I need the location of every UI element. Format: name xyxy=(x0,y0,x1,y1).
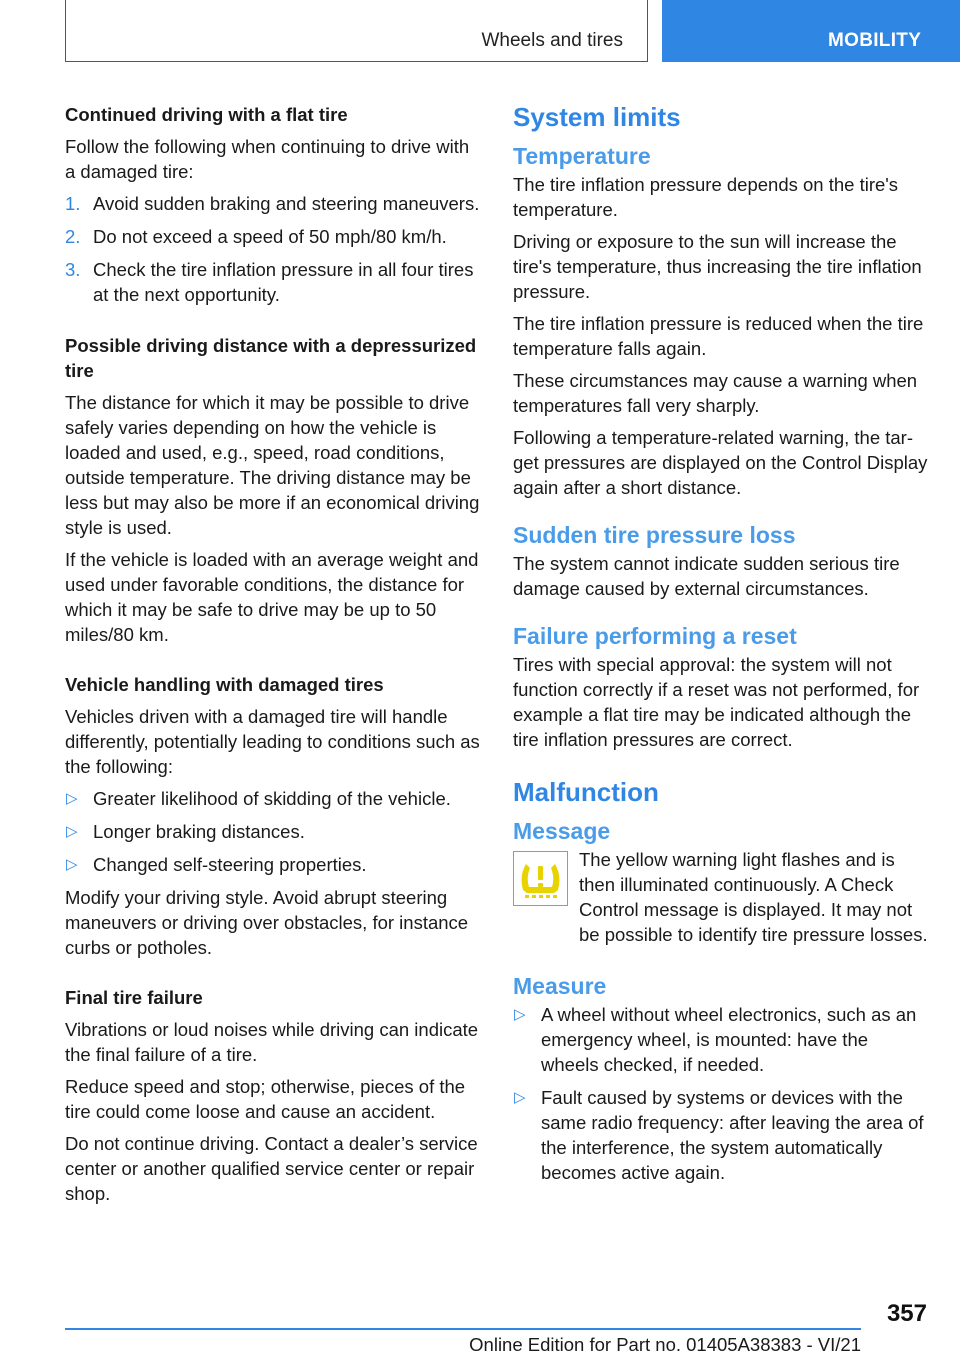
temperature-heading: Temperature xyxy=(513,143,651,169)
page-number: 357 xyxy=(886,1300,927,1327)
right-column xyxy=(513,102,928,1193)
reset-failure-paragraph: Tires with special approval: the system will not function correctly if a reset was not performed, for example a flat tire may be indicated although the tire inflation pressures are correct. xyxy=(513,654,920,750)
temperature-paragraph: The tire inflation pressure depends on the tire's temperature. xyxy=(513,174,899,220)
message-paragraph: The yellow warning light flashes and is then illuminated continuously. A Check Control message is displayed. It may not be possible to identify tire pressure losses. xyxy=(579,849,928,945)
left-column xyxy=(65,102,480,1213)
step-number: 3. xyxy=(65,259,81,280)
message-heading: Message xyxy=(513,818,611,844)
header-section-title: Wheels and tires xyxy=(481,30,623,51)
step-number: 1. xyxy=(65,193,81,214)
list-item xyxy=(65,257,480,307)
triangle-bullet-icon: ▷ xyxy=(66,790,78,807)
flat-tire-heading: Continued driving with a flat tire xyxy=(65,104,348,125)
reset-failure-heading: Failure performing a reset xyxy=(513,623,797,649)
edition-note: Online Edition for Part no. 01405A38383 - VI/21 xyxy=(469,1334,861,1355)
tire-pressure-warning-icon xyxy=(513,851,568,906)
header-chapter-tab: MOBILITY xyxy=(662,0,960,62)
handling-list xyxy=(65,786,480,877)
malfunction-heading: Malfunction xyxy=(513,777,659,807)
list-item: ▷ Longer braking distances. xyxy=(66,821,305,842)
triangle-bullet-icon: ▷ xyxy=(66,823,78,840)
failure-paragraph: Vibrations or loud noises while driving can indicate the final failure of a tire. xyxy=(65,1019,479,1065)
measure-heading: Measure xyxy=(513,973,607,999)
list-item: ▷ Changed self-steering properties. xyxy=(66,854,367,875)
distance-paragraph: If the vehicle is loaded with an average weight and used under favorable conditions, the distance for which it may be safe to drive may be up to 50 miles/80 km. xyxy=(65,549,479,645)
failure-paragraph: Reduce speed and stop; otherwise, pieces of the tire could come loose and cause an accident. xyxy=(65,1076,466,1122)
sudden-loss-paragraph: The system cannot indicate sudden serious tire damage caused by external circumstances. xyxy=(513,553,900,599)
list-item: ▷ Fault caused by systems or devices with the same radio frequency: after leaving the area of the interference, the system automatically becomes active again. xyxy=(514,1087,924,1183)
failure-heading: Final tire failure xyxy=(65,987,203,1008)
header-section-box xyxy=(65,0,648,62)
handling-intro: Vehicles driven with a damaged tire will handle differently, potentially leading to conditions such as the following: xyxy=(65,706,480,777)
footer-divider xyxy=(65,1328,861,1330)
step-text: Avoid sudden braking and steering maneuvers. xyxy=(93,193,480,214)
temperature-paragraph: Following a temperature-related warning, the target pressures are displayed on the Control Display again after a short distance. xyxy=(513,427,928,498)
list-item xyxy=(65,191,480,216)
flat-tire-steps xyxy=(65,191,480,307)
step-text: Check the tire inflation pressure in all four tires at the next opportunity. xyxy=(93,259,474,305)
triangle-bullet-icon: ▷ xyxy=(66,856,78,873)
distance-paragraph: The distance for which it may be possible to drive safely varies depending on how the vehicle is loaded and used, e.g., speed, road conditions, outside temperature. The driving distance may be less but may also be more if an economical driving style is used. xyxy=(65,392,480,538)
handling-outro: Modify your driving style. Avoid abrupt steering maneuvers or driving over obstacles, for instance curbs or potholes. xyxy=(65,887,469,958)
handling-heading: Vehicle handling with damaged tires xyxy=(65,674,384,695)
message-block xyxy=(513,847,928,947)
triangle-bullet-icon: ▷ xyxy=(514,1006,526,1023)
triangle-bullet-icon: ▷ xyxy=(514,1089,526,1106)
step-text: Do not exceed a speed of 50 mph/80 km/h. xyxy=(93,226,447,247)
temperature-paragraph: These circumstances may cause a warning when temperatures fall very sharply. xyxy=(513,370,918,416)
temperature-paragraph: The tire inflation pressure is reduced when the tire temperature falls again. xyxy=(513,313,924,359)
distance-heading: Possible driving distance with a depressurized tire xyxy=(65,335,477,381)
list-item: ▷ A wheel without wheel electronics, such as an emergency wheel, is mounted: have the wheels checked, if needed. xyxy=(514,1004,917,1075)
list-item xyxy=(65,224,480,249)
system-limits-heading: System limits xyxy=(513,102,681,132)
measure-list xyxy=(513,1002,928,1185)
flat-tire-intro: Follow the following when continuing to drive with a damaged tire: xyxy=(65,136,470,182)
sudden-loss-heading: Sudden tire pressure loss xyxy=(513,522,796,548)
temperature-paragraph: Driving or exposure to the sun will increase the tire's temperature, thus increasing the tire inflation pressure. xyxy=(513,231,922,302)
list-item: ▷ Greater likelihood of skidding of the vehicle. xyxy=(66,788,451,809)
step-number: 2. xyxy=(65,226,81,247)
failure-paragraph: Do not continue driving. Contact a dealer’s service center or another qualified service center or repair shop. xyxy=(65,1133,478,1204)
